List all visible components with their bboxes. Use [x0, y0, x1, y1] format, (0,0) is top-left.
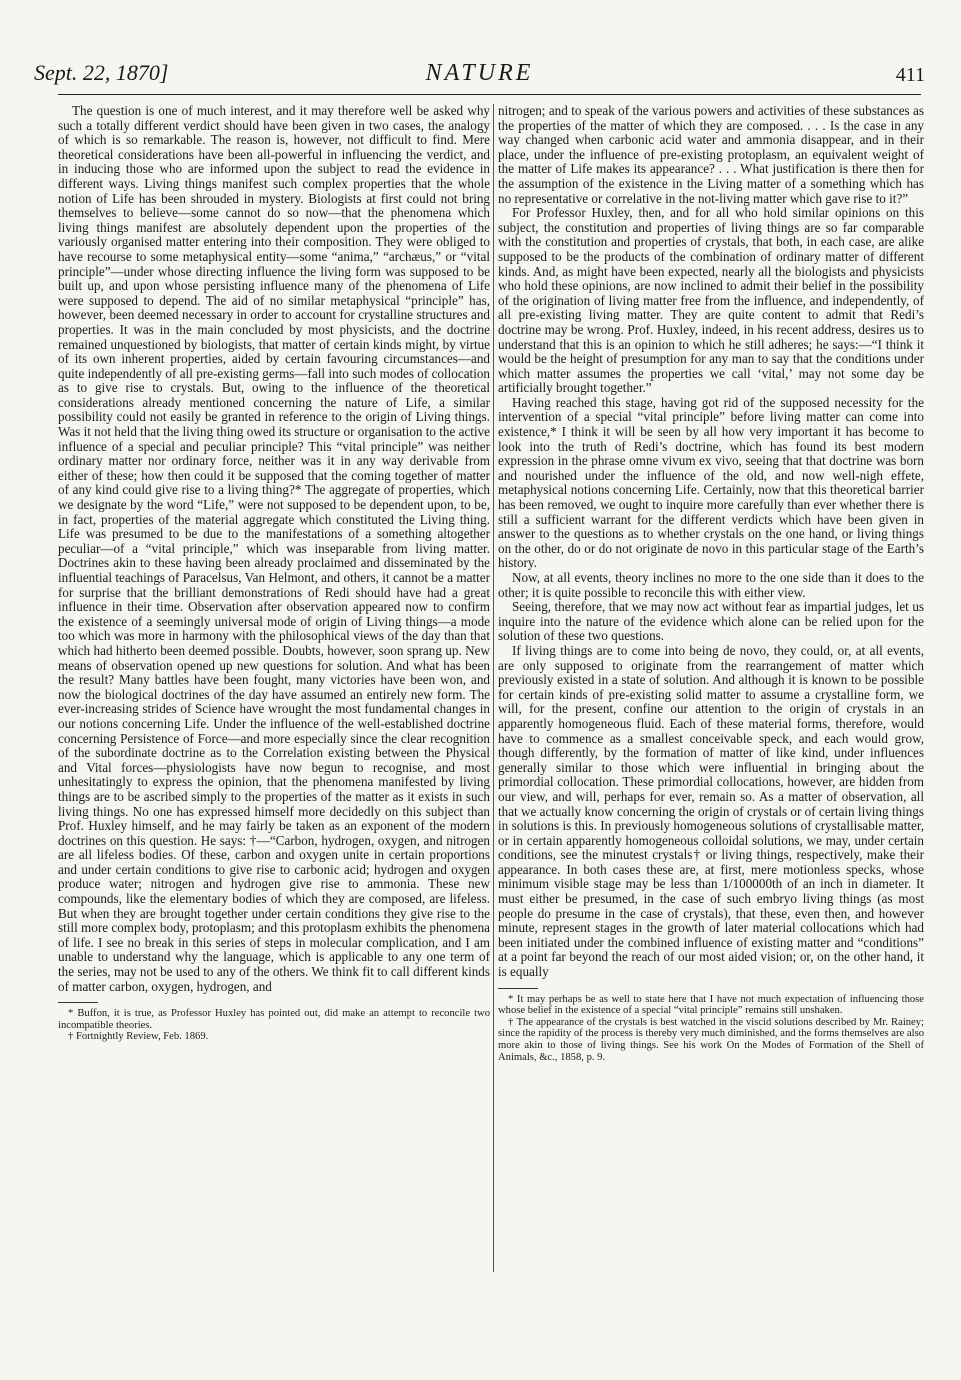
footnote: † The appearance of the crystals is best watched in the viscid solutions described by Mr. Rainey; since the rapidity of the process is thereby very much diminished, and the forms themselves are also more akin to those of living things. See his work On the Modes of Formation of the Shell of Animals, &c., 1858, p. 9.: [498, 1016, 924, 1063]
body-paragraph: If living things are to come into being de novo, they could, or, at all events, are only supposed to originate from the rearrangement of matter which previously existed in a state of solution. And although it is known to be possible for certain kinds of pre-existing solid matter to assume a crystalline form, we will, for the present, confine our attention to the origin of crystals in an apparently homogeneous fluid. Each of these material forms, therefore, would have to commence as a smallest conceivable speck, and each would grow, though differently, by the formation of matter of like kind, under influences generally similar to those which were influential in bringing about the primordial collocation. These primordial collocations, however, are hidden from our view, and will, perhaps for ever, remain so. As a matter of observation, all that we actually know concerning the origin of crystals or of certain living things in solutions is this. In previously homogeneous solutions of crystallisable matter, or in certain apparently homogeneous colloidal solutions, we may, under certain conditions, see the minutest crystals† or living things, respectively, make their appearance. In both cases these are, at first, mere motionless specks, whose minimum visible stage may be less than 1/100000th of an inch in diameter. It must either be presumed, in the case of such embryo living things (as most people do presume in the case of crystals), that these, even then, and however minute, represent stages in the growth of later material collocations which had been initiated under the combined influence of existing matter and “conditions” at a point far beyond the reach of our most aided vision; or, on the other hand, it is equally: [498, 642, 924, 980]
body-paragraph: Seeing, therefore, that we may now act without fear as impartial judges, let us inquire into the nature of the evidence which alone can be relied upon for the solution of these two questions.: [498, 599, 924, 644]
footnote: * It may perhaps be as well to state here that I have not much expectation of influencing those whose belief in the existence of a special “vital principle” remains still unshaken.: [498, 993, 924, 1017]
footnote-rule: [58, 1002, 98, 1003]
running-header: [34, 58, 925, 92]
left-footnotes: [58, 1008, 490, 1043]
footnote: * Buffon, it is true, as Professor Huxley has pointed out, did make an attempt to reconcile two incompatible theories.: [58, 1008, 490, 1031]
footnote: † Fortnightly Review, Feb. 1869.: [68, 1031, 209, 1043]
header-rule: [58, 94, 921, 95]
left-column: [58, 104, 490, 1043]
issue-date: Sept. 22, 1870]: [34, 60, 169, 85]
body-paragraph: The question is one of much interest, and it may therefore well be asked why such a totally different verdict should have been given in two cases, the analogy of which is so remarkable. The reason is, however, not difficult to find. Mere theoretical considerations have been all-powerful in influencing the verdict, and in inducing those who are informed upon the subject to read the evidence in different ways. Living things manifest such complex properties that the whole notion of Life has been shrouded in mystery. Biologists at first could not bring themselves to believe—some cannot do so now—that the phenomena which living things manifest are absolutely dependent upon the properties of the variously organised matter entering into their composition. They were obliged to have recourse to some metaphysical entity—some “anima,” “archæus,” or “vital principle”—under whose directing influence the living form was supposed to be built up, and upon whose persisting influence many of the phenomena of Life were supposed to depend. The aid of no similar metaphysical “principle” has, however, been deemed necessary in order to account for crystalline structures and properties. It was in the main concluded by most physicists, and the doctrine remained unquestioned by biologists, that matter of certain kinds might, by virtue of its own inherent properties, aided by certain favouring circumstances—and quite independently of all pre-existing germs—fall into such modes of collocation as to give rise to crystals. But, owing to the influence of the theoretical considerations already mentioned concerning the nature of Life, a similar possibility could not easily be granted in reference to the origin of Living things. Was it not held that the living thing owed its structure or organisation to the active influence of a special and peculiar principle? This “vital principle” was neither ordinary matter nor ordinary force, neither was it in any way derivable from either of these; how then could it be supposed that the coming together of matter of any kind could give rise to a living thing?* The aggregate of properties, which we designate by the word “Life,” were not supposed to be dependent upon, to be, in fact, properties of the material aggregate which constituted the Living thing. Life was presumed to be due to the manifestations of a something altogether peculiar—of a “vital principle,” which was inseparable from living matter. Doctrines akin to these having been already proclaimed and disseminated by the influential teachings of Paracelsus, Van Helmont, and others, it cannot be a matter for surprise that the brilliant demonstrations of Redi should have had a great influence in their time. Observation after observation appeared now to confirm the existence of a seemingly universal mode of origin of Living things—a mode too which was more in harmony with the philosophical views of the day than that which had hitherto been deemed possible. Doubts, however, soon sprang up. New means of observation opened up new questions for solution. And what has been the result? Many battles have been fought, many victories have been won, and now the biological doctrines of the day have assumed an entirely new form. The ever-increasing strides of Science have wrought the most fundamental changes in our notions concerning Life. Under the influence of the well-established doctrine concerning Persistence of Force—and more especially since the clear recognition of the subordinate doctrine as to the Correlation existing between the Physical and Vital forces—physiologists have now begun to recognise, and most unhesitatingly to express the opinion, that the phenomena manifested by living things are to be ascribed simply to the properties of the matter as it exists in such living things. No one has expressed himself more decidedly on this subject than Prof. Huxley himself, and he may fairly be taken as an exponent of the modern doctrines on this question. He says: †—“Carbon, hydrogen, oxygen, and nitrogen are all lifeless bodies. Of these, carbon and oxygen unite in certain proportions and under certain conditions to give rise to carbonic acid; hydrogen and oxygen produce water; nitrogen and hydrogen give rise to ammonia. These new compounds, like the elementary bodies of which they are composed, are lifeless. But when they are brought together under certain conditions they give rise to the still more complex body, protoplasm; and this protoplasm exhibits the phenomena of life. I see no break in this series of steps in molecular complication, and I am unable to understand why the language, which is applicable to any one term of the series, may not be used to any of the others. We think fit to call different kinds of matter carbon, oxygen, hydrogen, and: [58, 103, 490, 994]
body-paragraph: For Professor Huxley, then, and for all who hold similar opinions on this subject, the constitution and properties of living things are so far comparable with the constitution and properties of crystals, that both, in each case, are alike supposed to be the products of the combination of ordinary matter of different kinds. And, as might have been expected, nearly all the biologists and physicists who hold these opinions, are now inclined to admit their belief in the possibility of the origination of living matter free from the influence, and independently, of all pre-existing living matter. They are quite content to admit that Redi’s doctrine may be wrong. Prof. Huxley, indeed, in his recent address, desires us to understand that this is an opinion to which he still adheres; he says:—“I think it would be the height of presumption for any man to say that the conditions under which matter assumes the properties we call ‘vital,’ may not some day be artificially brought together.”: [498, 205, 924, 396]
footnote-rule: [498, 988, 538, 989]
column-divider: [493, 104, 494, 1272]
right-footnotes: [498, 994, 924, 1064]
body-paragraph: nitrogen; and to speak of the various powers and activities of these substances as the properties of the matter of which they are composed. . . . Is the case in any way changed when carbonic acid water and ammonia disappear, and in their place, under the influence of pre-existing protoplasm, an equivalent weight of the matter of Life makes its appearance? . . . What justification is there then for the assumption of the existence in the Living matter of a something which has no representative or correlative in the not-living matter which gave rise to it?”: [498, 103, 924, 206]
page-number: 411: [895, 64, 925, 86]
journal-title: NATURE: [425, 60, 534, 86]
body-paragraph: Having reached this stage, having got rid of the supposed necessity for the intervention of a special “vital principle” before living matter can come into existence,* I think it will be seen by all how very important it has become to look into the truth of Redi’s doctrine, which has found its best modern expression in the phrase omne vivum ex vivo, seeing that that doctrine was born and nourished under the influence of the old, and now well-nigh effete, metaphysical notions concerning Life. Certainly, now that this theoretical barrier has been removed, we ought to inquire more carefully than ever whether there is still a sufficient warrant for the different verdicts which have been given in answer to the questions as to whether crystals on the one hand, or living things on the other, do or do not originate de novo in this particular stage of the Earth’s history.: [498, 394, 924, 571]
body-paragraph: Now, at all events, theory inclines no more to the one side than it does to the other; it is quite possible to reconcile this with either view.: [498, 570, 924, 600]
right-column: [498, 104, 924, 1063]
two-column-body: [58, 103, 924, 1360]
